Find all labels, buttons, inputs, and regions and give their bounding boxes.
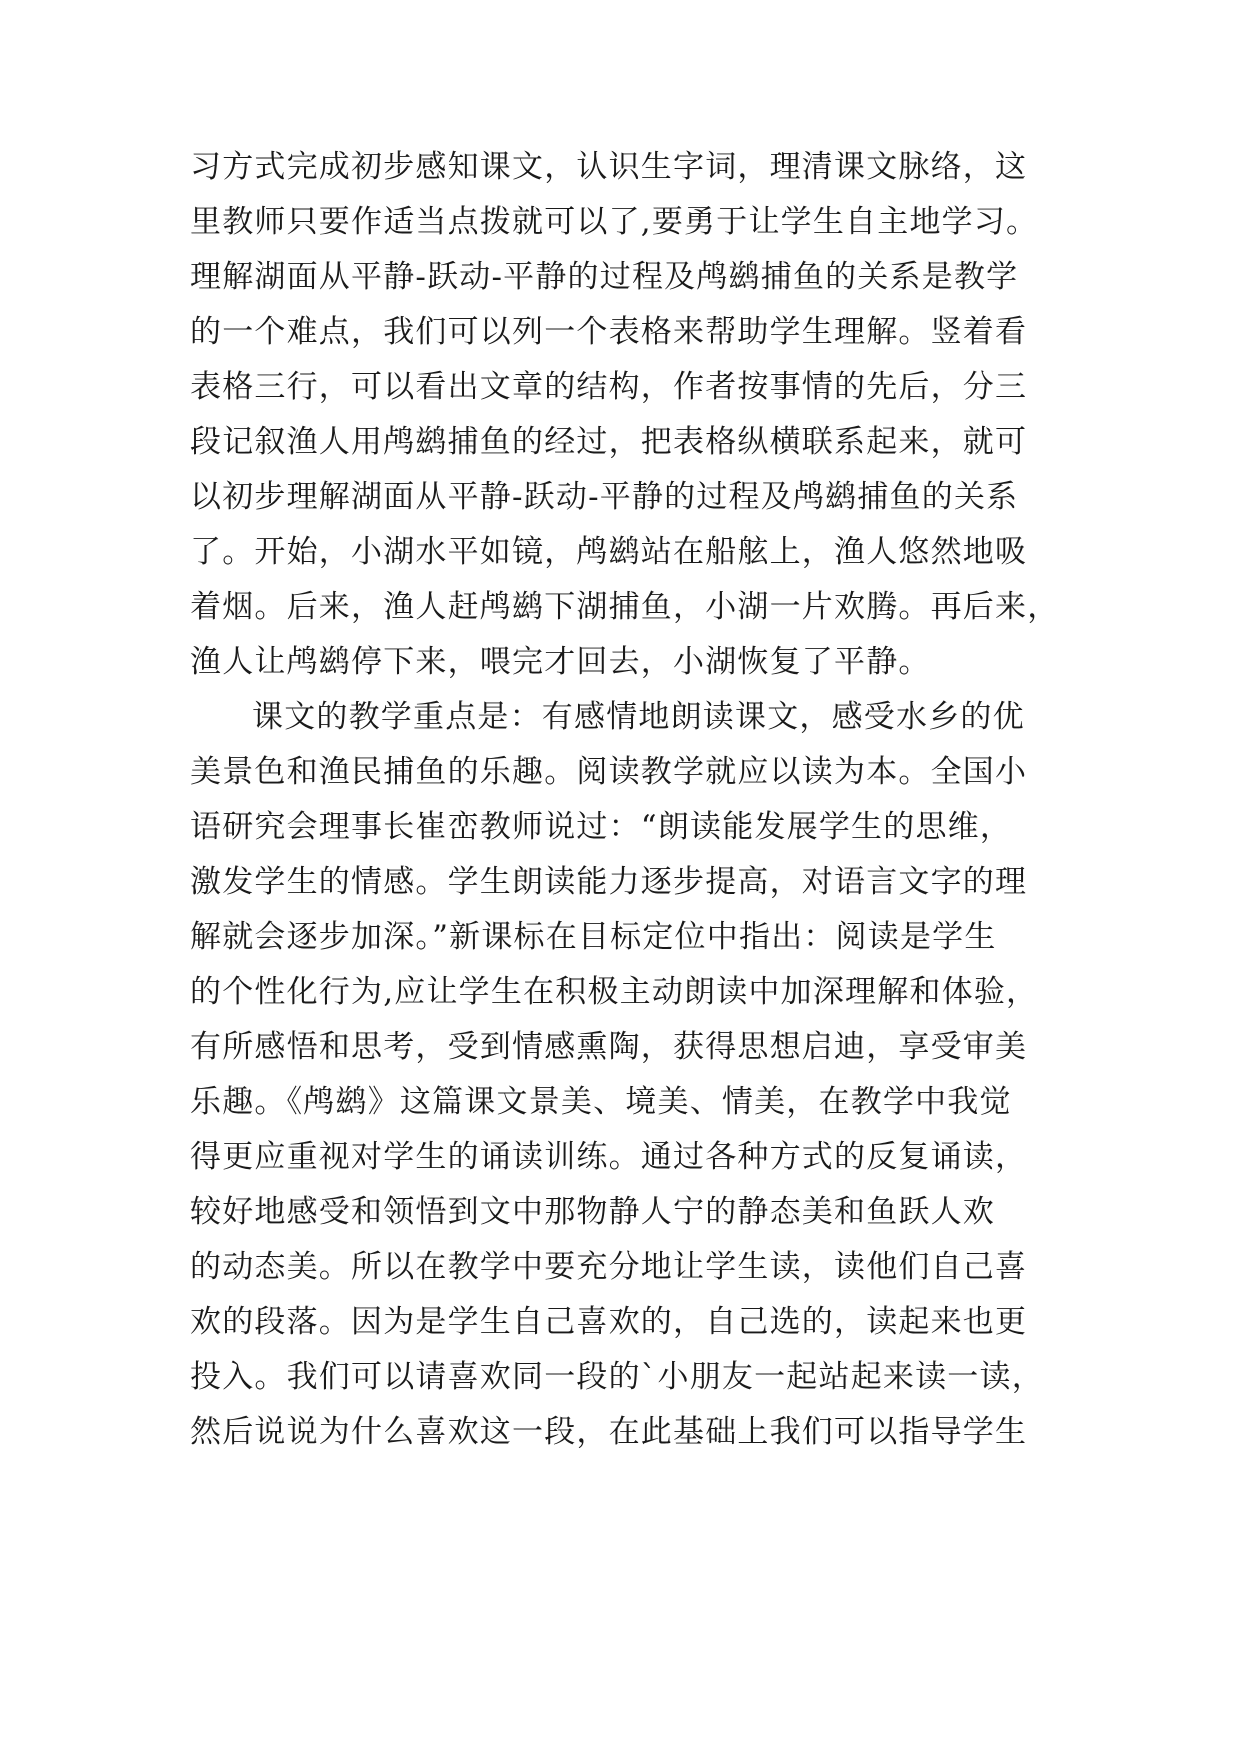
text-line: 然后说说为什么喜欢这一段，在此基础上我们可以指导学生: [190, 1414, 1028, 1450]
text-line: 的个性化行为,应让学生在积极主动朗读中加深理解和体验，: [190, 974, 1039, 1010]
text-line: 习方式完成初步感知课文，认识生字词，理清课文脉络，这: [190, 149, 1028, 185]
text-line: 表格三行，可以看出文章的结构，作者按事情的先后，分三: [190, 369, 1028, 405]
text-line: 投入。我们可以请喜欢同一段的`小朋友一起站起来读一读，: [190, 1359, 1044, 1395]
text-line: 理解湖面从平静-跃动-平静的过程及鸬鹚捕鱼的关系是教学: [190, 259, 1019, 295]
text-line: 语研究会理事长崔峦教师说过：“朗读能发展学生的思维，: [190, 809, 1013, 845]
text-line: 以初步理解湖面从平静-跃动-平静的过程及鸬鹚捕鱼的关系: [190, 479, 1019, 515]
text-line: 美景色和渔民捕鱼的乐趣。阅读教学就应以读为本。全国小: [190, 754, 1028, 790]
text-line: 段记叙渔人用鸬鹚捕鱼的经过，把表格纵横联系起来，就可: [190, 424, 1028, 460]
text-line: 解就会逐步加深。”新课标在目标定位中指出：阅读是学生: [190, 919, 997, 955]
paragraph-start-line: 课文的教学重点是：有感情地朗读课文，感受水乡的优: [252, 699, 1025, 735]
text-line: 的一个难点，我们可以列一个表格来帮助学生理解。竖着看: [190, 314, 1028, 350]
text-line: 渔人让鸬鹚停下来，喂完才回去，小湖恢复了平静。: [190, 644, 931, 680]
text-line: 乐趣。《鸬鹚》这篇课文景美、境美、情美，在教学中我觉: [190, 1084, 1012, 1120]
text-line: 里教师只要作适当点拨就可以了,要勇于让学生自主地学习。: [190, 204, 1039, 240]
text-line: 激发学生的情感。学生朗读能力逐步提高，对语言文字的理: [190, 864, 1028, 900]
text-line: 较好地感受和领悟到文中那物静人宁的静态美和鱼跃人欢: [190, 1194, 995, 1230]
text-line: 着烟。后来，渔人赶鸬鹚下湖捕鱼，小湖一片欢腾。再后来，: [190, 589, 1060, 625]
text-line: 得更应重视对学生的诵读训练。通过各种方式的反复诵读，: [190, 1139, 1028, 1175]
text-line: 了。开始，小湖水平如镜，鸬鹚站在船舷上，渔人悠然地吸: [190, 534, 1028, 570]
text-line: 有所感悟和思考，受到情感熏陶，获得思想启迪，享受审美: [190, 1029, 1028, 1065]
text-line: 的动态美。所以在教学中要充分地让学生读，读他们自己喜: [190, 1249, 1028, 1285]
text-line: 欢的段落。因为是学生自己喜欢的，自己选的，读起来也更: [190, 1304, 1028, 1340]
